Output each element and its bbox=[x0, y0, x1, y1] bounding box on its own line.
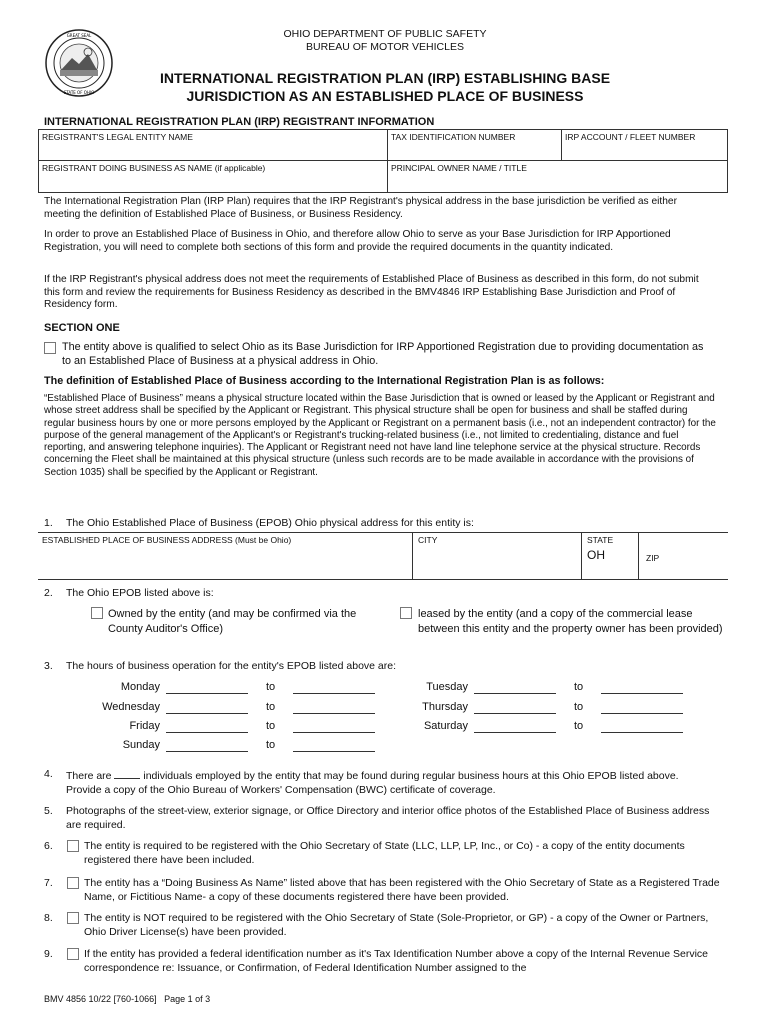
q6-number: 6. bbox=[44, 840, 53, 852]
tax-id-label: TAX IDENTIFICATION NUMBER bbox=[391, 132, 516, 142]
address-table bbox=[38, 532, 728, 580]
q6-checkbox[interactable] bbox=[67, 840, 79, 852]
day-tuesday: Tuesday bbox=[426, 681, 468, 693]
day-sunday: Sunday bbox=[122, 739, 160, 751]
saturday-close-input[interactable] bbox=[601, 732, 683, 733]
q5-text: Photographs of the street-view, exterior signage, or Office Directory and interior office photos of the Established Place of Business address are required. bbox=[66, 805, 710, 831]
friday-open-input[interactable] bbox=[166, 732, 248, 733]
zip-label: ZIP bbox=[646, 553, 660, 563]
monday-close-input[interactable] bbox=[293, 693, 375, 694]
owner-label: PRINCIPAL OWNER NAME / TITLE bbox=[391, 163, 527, 173]
q5-number: 5. bbox=[44, 805, 53, 817]
q3-number: 3. bbox=[44, 660, 53, 672]
q1-number: 1. bbox=[44, 517, 53, 529]
city-divider bbox=[581, 533, 582, 579]
registrant-heading: INTERNATIONAL REGISTRATION PLAN (IRP) REGISTRANT INFORMATION bbox=[44, 116, 435, 128]
form-footer: BMV 4856 10/22 [760-1066] Page 1 of 3 bbox=[44, 994, 211, 1004]
q4-statement bbox=[66, 768, 716, 797]
q9-number: 9. bbox=[44, 948, 53, 960]
to-label: to bbox=[266, 681, 276, 693]
q8-checkbox[interactable] bbox=[67, 912, 79, 924]
day-monday: Monday bbox=[120, 681, 160, 693]
intro-paragraph-2: In order to prove an Established Place of Business in Ohio, and therefore allow Ohio to serve as your Base Jurisdiction for IRP Apportioned Registration, you will need to complete both sections of this form and provide the required documents in the quantity indicated. bbox=[44, 229, 671, 253]
svg-text:STATE OF OHIO: STATE OF OHIO bbox=[63, 90, 95, 95]
q9-text: If the entity has provided a federal identification number as it's Tax Identification Number above a copy of the Internal Revenue Service correspondence re: Issuance, or Confirmation, of Federal Identification Number assigned to the bbox=[84, 948, 709, 974]
q8-number: 8. bbox=[44, 912, 53, 924]
q7-text: The entity has a “Doing Business As Name” listed above that has been registered with the Ohio Secretary of State as a Registered Trade Name, or Fictitious Name- a copy of these documents registered there have been provided. bbox=[84, 877, 720, 903]
definition-heading: The definition of Established Place of Business according to the International Registration Plan is as follows: bbox=[44, 375, 605, 387]
tax-id-field[interactable] bbox=[388, 130, 562, 161]
to-label: to bbox=[574, 720, 584, 732]
bureau-name: BUREAU OF MOTOR VEHICLES bbox=[306, 41, 464, 53]
form-title-line2: JURISDICTION AS AN ESTABLISHED PLACE OF BUSINESS bbox=[186, 88, 584, 104]
day-saturday: Saturday bbox=[423, 720, 468, 732]
q3-text: The hours of business operation for the entity's EPOB listed above are: bbox=[66, 660, 397, 672]
to-label: to bbox=[266, 720, 276, 732]
dba-field[interactable] bbox=[39, 161, 388, 192]
sunday-close-input[interactable] bbox=[293, 751, 375, 752]
q8-text: The entity is NOT required to be registered with the Ohio Secretary of State (Sole-Proprietor, or GP) - a copy of the Owner or Partners, Ohio Driver License(s) have been provided. bbox=[84, 912, 709, 938]
intro-paragraph-1: The International Registration Plan (IRP Plan) requires that the IRP Registrant's physical address in the base jurisdiction be verified as either meeting the definition of Established Place of Business, or Business Residency. bbox=[44, 196, 677, 220]
form-title-line1: INTERNATIONAL REGISTRATION PLAN (IRP) ESTABLISHING BASE bbox=[159, 70, 611, 86]
section-one-heading: SECTION ONE bbox=[44, 322, 120, 334]
address-label: ESTABLISHED PLACE OF BUSINESS ADDRESS (Must be Ohio) bbox=[42, 535, 292, 545]
state-label: STATE bbox=[587, 535, 614, 545]
irp-account-field[interactable] bbox=[562, 130, 727, 161]
to-label: to bbox=[266, 739, 276, 751]
registrant-table bbox=[38, 129, 728, 193]
saturday-open-input[interactable] bbox=[474, 732, 556, 733]
day-wednesday: Wednesday bbox=[102, 701, 160, 713]
sunday-open-input[interactable] bbox=[166, 751, 248, 752]
qualify-checkbox[interactable] bbox=[44, 342, 56, 354]
to-label: to bbox=[574, 681, 584, 693]
q2-number: 2. bbox=[44, 587, 53, 599]
wednesday-close-input[interactable] bbox=[293, 713, 375, 714]
monday-open-input[interactable] bbox=[166, 693, 248, 694]
owned-checkbox[interactable] bbox=[91, 607, 103, 619]
q7-number: 7. bbox=[44, 877, 53, 889]
leased-checkbox[interactable] bbox=[400, 607, 412, 619]
owner-field[interactable] bbox=[388, 161, 727, 192]
qualify-statement: The entity above is qualified to select Ohio as its Base Jurisdiction for IRP Apportioned Registration due to providing documentation as to an Established Place of Business at a physical address in Ohio. bbox=[62, 341, 704, 367]
irp-account-label: IRP ACCOUNT / FLEET NUMBER bbox=[565, 132, 696, 142]
city-label: CITY bbox=[418, 535, 438, 545]
q6-text: The entity is required to be registered with the Ohio Secretary of State (LLC, LLP, LP, Inc., or Co) - a copy of the entity documents registered there have been included. bbox=[84, 840, 685, 866]
state-divider bbox=[638, 533, 639, 579]
address-divider bbox=[412, 533, 413, 579]
leased-option: leased by the entity (and a copy of the commercial lease between this entity and the property owner has been provided) bbox=[418, 608, 723, 635]
q4-number: 4. bbox=[44, 768, 53, 780]
to-label: to bbox=[266, 701, 276, 713]
intro-paragraph-3: If the IRP Registrant's physical address does not meet the requirements of Established Place of Business as described in this form, do not submit this form and review the requirements for Business Residency as described in the BMV4846 IRP Establishing Base Jurisdiction and Proof of Residency form. bbox=[44, 274, 699, 311]
employee-count-input[interactable] bbox=[114, 768, 140, 779]
tuesday-open-input[interactable] bbox=[474, 693, 556, 694]
legal-name-field[interactable] bbox=[39, 130, 388, 161]
q1-text: The Ohio Established Place of Business (EPOB) Ohio physical address for this entity is: bbox=[66, 517, 474, 529]
to-label: to bbox=[574, 701, 584, 713]
q4-text: individuals employed by the entity that may be found during regular business hours at this Ohio EPOB listed above. Provide a copy of the Ohio Bureau of Workers' Compensation (BWC) certificate of coverage. bbox=[66, 770, 679, 796]
q4-pre: There are bbox=[66, 770, 112, 782]
thursday-close-input[interactable] bbox=[601, 713, 683, 714]
q2-text: The Ohio EPOB listed above is: bbox=[66, 587, 214, 599]
svg-text:GREAT SEAL: GREAT SEAL bbox=[66, 33, 92, 38]
day-friday: Friday bbox=[129, 720, 160, 732]
state-value: OH bbox=[587, 548, 605, 562]
agency-name: OHIO DEPARTMENT OF PUBLIC SAFETY bbox=[283, 28, 487, 40]
q9-checkbox[interactable] bbox=[67, 948, 79, 960]
owned-option: Owned by the entity (and may be confirmed via the County Auditor's Office) bbox=[108, 608, 357, 635]
thursday-open-input[interactable] bbox=[474, 713, 556, 714]
tuesday-close-input[interactable] bbox=[601, 693, 683, 694]
day-thursday: Thursday bbox=[422, 701, 468, 713]
dba-label: REGISTRANT DOING BUSINESS AS NAME (if applicable) bbox=[42, 163, 266, 173]
friday-close-input[interactable] bbox=[293, 732, 375, 733]
legal-name-label: REGISTRANT'S LEGAL ENTITY NAME bbox=[42, 132, 193, 142]
wednesday-open-input[interactable] bbox=[166, 713, 248, 714]
definition-text: “Established Place of Business” means a physical structure located within the Base Jurisdiction that is owned or leased by the Applicant or Registrant and whose street address shall be specified by the Applicant or Registrant. This physical structure shall be open for business and shall be staffed during regular business hours by one or more persons employed by the Applicant or Registrant on a permanent basis (i.e., not an independent contractor) for the purpose of the general management of the Applicant's or Registrant's trucking-related business (i.e., not limited to credentialing, distance and fuel reporting, and answering telephone inquiries). The Applicant or Registrant need not have land line telephone service at the physical structure. Records concerning the Fleet shall be maintained at this physical structure (unless such records are to be made available in accordance with the provisions of Section 1035) shall be specified by the Applicant or Registrant. bbox=[44, 393, 716, 478]
q7-checkbox[interactable] bbox=[67, 877, 79, 889]
